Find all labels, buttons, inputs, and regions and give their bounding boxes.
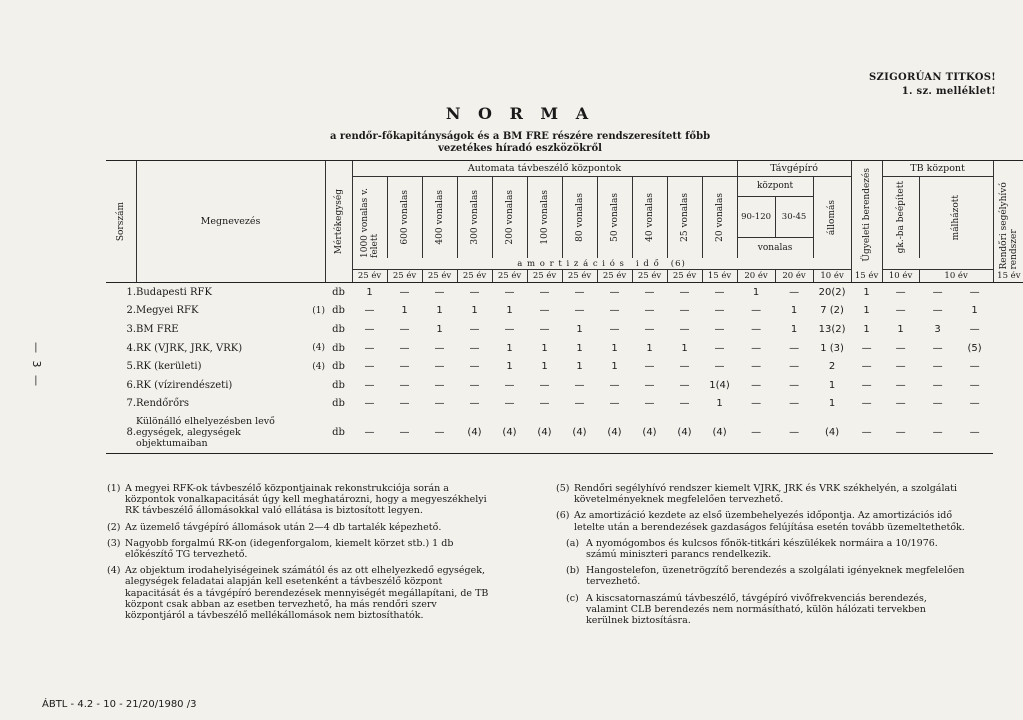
row-value: — <box>539 286 550 298</box>
footnote: (5) Rendőri segélyhívó rendszer kiemelt VJRK, JRK és VRK székhelyén, a szolgálati követelményeknek megfelelően tervezhető. <box>556 483 958 506</box>
row-value: — <box>895 305 906 317</box>
tavgepiro-kozpont-header <box>737 177 813 259</box>
row-value: 1 <box>541 342 548 354</box>
row-value: — <box>775 413 813 453</box>
classification-line1: SZIGORÚAN TITKOS! <box>869 72 996 83</box>
row-name: BM FRE <box>136 323 179 335</box>
amort-value: 25 év <box>422 270 457 283</box>
row-value: — <box>434 342 445 354</box>
row-value: — <box>644 305 655 317</box>
row-unit: db <box>332 398 345 410</box>
automata-col-2: 400 vonalas <box>422 177 457 259</box>
row-value: — <box>714 286 725 298</box>
page-side-mark: — 3 — <box>30 342 43 388</box>
row-value: — <box>751 398 762 410</box>
subtitle-line2: vezetékes híradó eszközökről <box>438 143 602 154</box>
row-name: RK (VJRK, JRK, VRK) <box>136 342 243 354</box>
row-value: — <box>469 398 480 410</box>
automata-col-1: 600 vonalas <box>387 177 422 259</box>
footnotes-right <box>556 483 968 631</box>
row-value: 1 <box>971 305 978 317</box>
row-value: — <box>364 342 375 354</box>
row-value: — <box>364 305 375 317</box>
row-value: — <box>399 361 410 373</box>
row-value: 1 <box>541 361 548 373</box>
subtitle-line1: a rendőr-főkapitányságok és a BM FRE részére rendszeresített főbb <box>329 131 711 142</box>
row-value: — <box>574 286 585 298</box>
row-name: Megyei RFK <box>136 305 199 317</box>
row-value: — <box>895 286 906 298</box>
row-value: — <box>504 398 515 410</box>
row-value: — <box>932 398 943 410</box>
tb-malhazott-header: málházott <box>919 177 993 259</box>
table-row <box>106 302 1023 321</box>
row-value: 13(2) <box>818 323 846 335</box>
row-value: — <box>399 342 410 354</box>
table-row <box>106 320 1023 339</box>
amort-value: 15 év <box>851 270 882 283</box>
footnote-sub: (b) Hangostelefon, üzenetrögzítő berendezés a szolgálati igényeknek megfelelően tervezhető. <box>566 565 965 588</box>
row-unit: db <box>332 323 345 335</box>
row-value: — <box>714 305 725 317</box>
row-value: — <box>609 286 620 298</box>
row-value: — <box>644 323 655 335</box>
automata-col-9: 25 vonalas <box>667 177 702 259</box>
automata-col-10: 20 vonalas <box>702 177 737 259</box>
row-number: 6. <box>126 379 136 391</box>
row-value: — <box>751 305 762 317</box>
row-value: — <box>714 323 725 335</box>
amort-value: 25 év <box>387 270 422 283</box>
row-value: — <box>679 323 690 335</box>
row-number: 5. <box>126 361 136 373</box>
row-value: (4) <box>597 413 632 453</box>
row-value: (5) <box>967 342 982 354</box>
row-value: 1 <box>828 379 836 391</box>
row-value: 1 <box>716 398 723 410</box>
col-rendori-header: Rendőri segélyhívó rendszer <box>993 161 1023 270</box>
row-name: Különálló elhelyezésben levő egységek, alegységek objektumaiban <box>136 413 298 453</box>
row-value: — <box>789 286 800 298</box>
table-row <box>106 283 1023 302</box>
col-sorszam-header: Sorszám <box>106 161 136 283</box>
col-mertekegyseg-header: Mértékegység <box>325 161 352 283</box>
footnote: (6) Az amortizáció kezdete az első üzembehelyezés időpontja. Az amortizációs idő letelte után a berendezések gazdaságos felújítása esetén tovább üzemeltethetők. <box>556 510 965 533</box>
amort-value: 25 év <box>457 270 492 283</box>
row-unit: db <box>332 305 345 317</box>
row-value: — <box>932 286 943 298</box>
classification-line2: 1. sz. melléklet! <box>901 86 996 97</box>
row-value: — <box>679 379 690 391</box>
row-note: (1) <box>312 305 326 316</box>
row-value: — <box>574 379 585 391</box>
group-automata-header: Automata távbeszélő központok <box>352 161 737 177</box>
row-unit: db <box>332 342 345 354</box>
group-tavgepiro-header: Távgépíró <box>737 161 851 177</box>
row-value: — <box>387 413 422 453</box>
row-note <box>298 413 325 453</box>
row-value: — <box>609 323 620 335</box>
tavgepiro-capacity-1: 90-120 <box>741 212 772 222</box>
row-value: — <box>539 323 550 335</box>
row-value: (4) <box>667 413 702 453</box>
automata-col-6: 80 vonalas <box>562 177 597 259</box>
row-value: — <box>895 398 906 410</box>
row-value: 1 <box>863 286 870 298</box>
row-value: — <box>644 379 655 391</box>
row-value: — <box>969 361 980 373</box>
row-number: 7. <box>126 398 136 410</box>
row-value: — <box>932 305 943 317</box>
table-row <box>106 376 1023 395</box>
row-value: (4) <box>813 413 851 453</box>
footnote: (2) Az üzemelő távgépíró állomások után 2—4 db tartalék képezhető. <box>107 521 442 533</box>
row-value: 1 <box>681 342 688 354</box>
row-value: — <box>861 379 872 391</box>
row-value: — <box>969 286 980 298</box>
row-value: — <box>882 413 919 453</box>
row-value: — <box>956 413 993 453</box>
tavgepiro-kozpont-label: központ <box>738 177 813 197</box>
row-value: — <box>609 379 620 391</box>
row-value: — <box>751 323 762 335</box>
row-value: 1 <box>576 323 583 335</box>
classification-stamp <box>846 72 996 97</box>
row-value: 1 <box>576 361 583 373</box>
row-value: — <box>469 342 480 354</box>
row-value: — <box>789 361 800 373</box>
row-value: — <box>679 361 690 373</box>
row-value: 1 <box>646 342 653 354</box>
row-value: — <box>714 361 725 373</box>
row-value: — <box>399 398 410 410</box>
row-value: — <box>851 413 882 453</box>
automata-col-8: 40 vonalas <box>632 177 667 259</box>
row-value: — <box>644 286 655 298</box>
row-value: 1 <box>790 323 798 335</box>
row-value: 1 <box>576 342 583 354</box>
tavgepiro-capacity-2: 30-45 <box>775 197 813 237</box>
row-value: — <box>679 286 690 298</box>
row-value: — <box>352 413 387 453</box>
row-value: — <box>539 305 550 317</box>
amort-value: 25 év <box>667 270 702 283</box>
row-value: — <box>504 379 515 391</box>
row-value: — <box>919 413 956 453</box>
row-value: 1 <box>436 323 443 335</box>
document-title: N O R M A <box>445 104 595 123</box>
row-value: — <box>932 379 943 391</box>
row-value: 1 <box>897 323 904 335</box>
amort-value: 15 év <box>993 270 1023 283</box>
row-value: — <box>504 323 515 335</box>
row-value: — <box>895 361 906 373</box>
archive-reference: ÁBTL - 4.2 - 10 - 21/20/1980 /3 <box>42 699 197 710</box>
table-row <box>106 413 1023 453</box>
row-note <box>298 283 325 302</box>
row-value: 1 <box>611 361 618 373</box>
tavgepiro-vonalas-label: vonalas <box>757 243 793 253</box>
amortizacio-label: a m o r t i z á c i ó s i d ő (6) <box>352 258 851 270</box>
amort-value: 20 év <box>737 270 775 283</box>
row-value: 1 <box>471 305 478 317</box>
amort-value: 15 év <box>702 270 737 283</box>
footnote: (1) A megyei RFK-ok távbeszélő központjainak rekonstrukciója során a központok vonalkapacitását úgy kell meghatározni, hogy a megyeszékhelyi RK távbeszélő állomásokkal való ellátása is biztosított legyen. <box>107 483 487 517</box>
tb-amort-spacer <box>882 258 993 270</box>
row-value: — <box>399 286 410 298</box>
row-value: 1 <box>506 361 513 373</box>
row-name: RK (kerületi) <box>136 361 202 373</box>
row-unit: db <box>332 361 345 373</box>
row-value: — <box>751 361 762 373</box>
row-value: 1 <box>366 286 373 298</box>
automata-col-3: 300 vonalas <box>457 177 492 259</box>
row-value: — <box>644 361 655 373</box>
row-value: 1 <box>863 305 870 317</box>
row-note <box>298 376 325 395</box>
row-unit: db <box>332 379 345 391</box>
row-value: 1 <box>752 286 760 298</box>
tavgepiro-capacity-row <box>738 197 813 238</box>
automata-col-7: 50 vonalas <box>597 177 632 259</box>
row-value: — <box>364 361 375 373</box>
row-value: — <box>469 361 480 373</box>
row-number: 4. <box>126 342 136 354</box>
norm-table <box>106 160 1021 453</box>
row-value: — <box>609 398 620 410</box>
col-megnevezes-header: Megnevezés <box>136 161 325 283</box>
row-value: — <box>399 379 410 391</box>
footnotes-left <box>107 483 497 626</box>
amort-value: 25 év <box>597 270 632 283</box>
row-value: — <box>789 379 800 391</box>
automata-col-4: 200 vonalas <box>492 177 527 259</box>
row-name: RK (vízirendészeti) <box>136 379 233 391</box>
amort-value: 10 év <box>882 270 919 283</box>
row-value: 2 <box>828 361 836 373</box>
table-row <box>106 395 1023 414</box>
table-row <box>106 357 1023 376</box>
amort-value: 25 év <box>352 270 387 283</box>
row-value: 20(2) <box>818 286 846 298</box>
amort-value: 10 év <box>919 270 993 283</box>
row-value: — <box>422 413 457 453</box>
footnote-sub: (a) A nyomógombos és kulcsos főnök-titkári készülékek normáira a 10/1976. számú miniszteri parancs rendelkezik. <box>566 537 938 561</box>
amort-value: 25 év <box>632 270 667 283</box>
row-number: 2. <box>126 305 136 317</box>
row-value: — <box>609 305 620 317</box>
col-ugyeleti-header: Ügyeleti berendezés <box>851 161 882 270</box>
row-value: (4) <box>562 413 597 453</box>
row-value: — <box>861 342 872 354</box>
row-value: 1(4) <box>709 379 730 391</box>
row-value: 1 <box>828 398 836 410</box>
row-value: — <box>574 398 585 410</box>
row-value: — <box>364 323 375 335</box>
row-value: — <box>364 379 375 391</box>
row-value: 1 <box>863 323 870 335</box>
tavgepiro-allomas-header: állomás <box>813 177 851 259</box>
amort-value: 20 év <box>775 270 813 283</box>
row-value: — <box>539 398 550 410</box>
row-value: — <box>789 398 800 410</box>
amort-value: 25 év <box>562 270 597 283</box>
row-value: — <box>714 342 725 354</box>
row-value: — <box>861 361 872 373</box>
row-value: — <box>679 305 690 317</box>
row-value: 1 <box>506 305 513 317</box>
footnote: (3) Nagyobb forgalmú RK-on (idegenforgalom, kiemelt körzet stb.) 1 db előkészítő TG tervezhető. <box>107 537 454 561</box>
row-note <box>298 395 325 414</box>
row-unit: db <box>332 286 345 298</box>
row-unit: db <box>325 413 352 453</box>
footnote: (4) Az objektum irodahelyiségeinek számától és az ott elhelyezkedő egységek, alegységek feladatai alapján kell esetenként a távbeszélő központ kapacitását és a távgépíró berendezések mennyiségét megállapítani, de TB központ csak abban az esetben tervezhető, ha más rendőri szerv központjáról a távbeszélő mellékállomások nem biztosíthatók. <box>107 565 489 622</box>
row-value: — <box>751 379 762 391</box>
row-number: 3. <box>126 323 136 335</box>
row-value: (4) <box>492 413 527 453</box>
row-value: — <box>969 379 980 391</box>
row-value: 1 <box>506 342 513 354</box>
row-value: — <box>895 342 906 354</box>
row-value: — <box>969 323 980 335</box>
row-value: — <box>434 361 445 373</box>
row-value: — <box>861 398 872 410</box>
amort-value: 10 év <box>813 270 851 283</box>
row-value: — <box>644 398 655 410</box>
automata-col-5: 100 vonalas <box>527 177 562 259</box>
row-value: — <box>895 379 906 391</box>
row-value: (4) <box>702 413 737 453</box>
footnote-sub: (c) A kiscsatornaszámú távbeszélő, távgépíró vivőfrekvenciás berendezés, valamint CLB berendezés nem normásítható, külön hálózati tervekben kerülnek biztosításra. <box>566 592 927 627</box>
row-value: — <box>364 398 375 410</box>
row-value: — <box>469 379 480 391</box>
row-value: — <box>932 342 943 354</box>
row-value: — <box>539 379 550 391</box>
row-value: — <box>469 286 480 298</box>
row-value: — <box>434 286 445 298</box>
table-row <box>106 339 1023 358</box>
row-value: 1 (3) <box>820 342 844 354</box>
row-value: — <box>789 342 800 354</box>
row-name: Budapesti RFK <box>136 286 212 298</box>
row-note: (4) <box>312 343 326 354</box>
row-value: 1 <box>436 305 443 317</box>
row-value: — <box>504 286 515 298</box>
row-value: (4) <box>632 413 667 453</box>
row-value: — <box>679 398 690 410</box>
row-value: 1 <box>790 305 798 317</box>
tb-gkba-header: gk.-ba beépített <box>882 177 919 259</box>
row-value: — <box>434 398 445 410</box>
row-note <box>298 320 325 339</box>
row-value: — <box>932 361 943 373</box>
row-value: 1 <box>611 342 618 354</box>
row-value: 7 (2) <box>820 305 844 317</box>
amort-value: 25 év <box>492 270 527 283</box>
document-subtitle <box>300 131 740 155</box>
row-name: Rendőrőrs <box>136 398 190 410</box>
amort-value: 25 év <box>527 270 562 283</box>
row-value: 3 <box>934 323 941 335</box>
row-number: 1. <box>126 286 136 298</box>
row-value: — <box>574 305 585 317</box>
row-value: — <box>469 323 480 335</box>
row-value: 1 <box>401 305 408 317</box>
row-number: 8. <box>106 413 136 453</box>
table-body <box>106 283 1023 454</box>
row-value: (4) <box>457 413 492 453</box>
row-note: (4) <box>312 361 326 372</box>
automata-col-0: 1000 vonalas v. felett <box>352 177 387 259</box>
group-tb-header: TB központ <box>882 161 993 177</box>
row-value: — <box>969 398 980 410</box>
row-value: — <box>751 342 762 354</box>
row-value: — <box>737 413 775 453</box>
row-value: — <box>434 379 445 391</box>
row-value: — <box>399 323 410 335</box>
row-value: (4) <box>527 413 562 453</box>
